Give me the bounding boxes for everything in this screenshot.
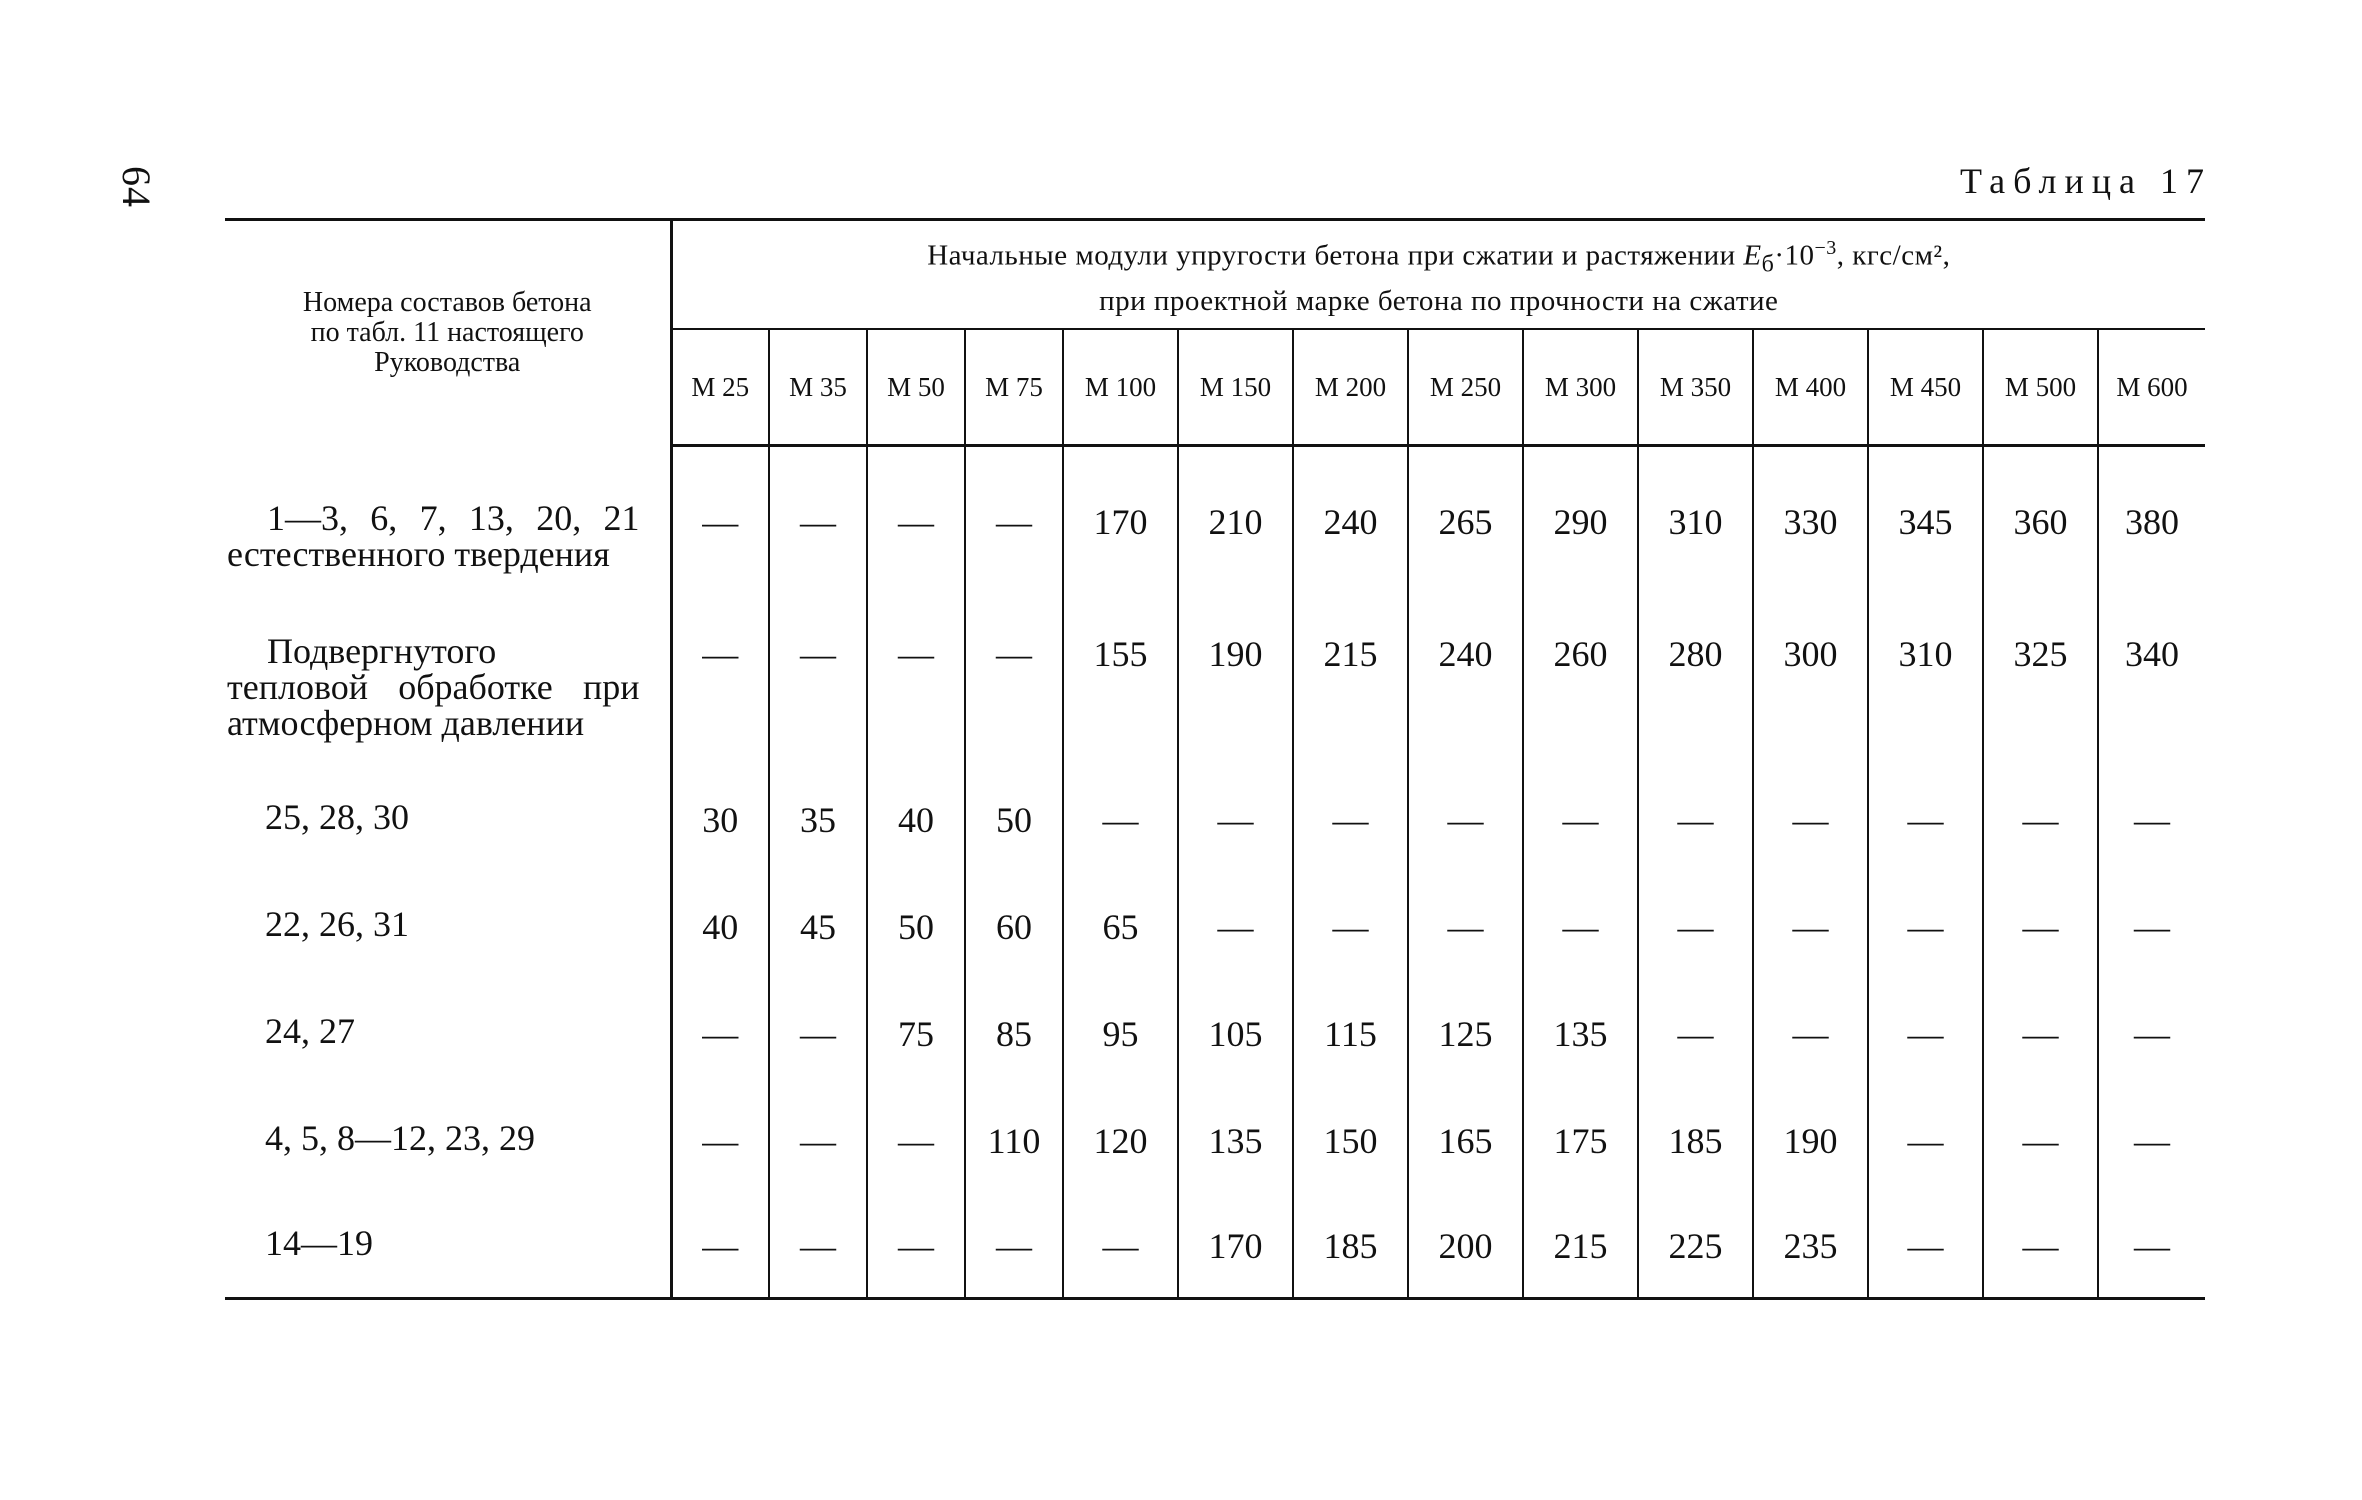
table-cell: 330 [1753,446,1868,588]
table-cell: 30 [702,800,739,840]
table-cell: 225 [1638,1187,1753,1299]
table-cell: 210 [1178,446,1293,588]
table-cell: 325 [1983,587,2098,759]
table-cell: 185 [1293,1187,1408,1299]
table-cell: — [769,1187,867,1299]
table-cell: — [1638,973,1753,1080]
table-cell: — [769,446,867,588]
column-header: М 600 [2098,329,2205,446]
table-cell: — [1868,1187,1983,1299]
table-cell: — [1868,1080,1983,1187]
table-cell: — [965,446,1063,588]
column-header: М 150 [1178,329,1293,446]
table-cell: 40 [702,907,739,947]
row-heading-line: Руководства [374,347,521,379]
table-cell: 125 [1408,973,1523,1080]
table-cell: — [2098,1187,2205,1299]
table-cell: 215 [1293,587,1408,759]
table-cell: — [1753,759,1868,866]
table-cell: 170 [1178,1187,1293,1299]
table-cell: — [1408,759,1523,866]
row-label: 14—19 [225,1187,671,1299]
row-label: 4, 5, 8—12, 23, 29 [225,1080,671,1187]
table-cell: 75 [867,973,965,1080]
table-cell: 95 [1063,973,1178,1080]
table-cell: — [702,502,739,542]
table-row [225,1080,2205,1187]
table-cell: 40 [867,759,965,866]
column-header: М 50 [867,329,965,446]
table-cell: 120 [1063,1080,1178,1187]
modulus-multiplier: ·10 [1774,239,1815,272]
table-cell: 340 [2098,587,2205,759]
table-cell: 115 [1293,973,1408,1080]
table-row [225,759,2205,866]
table-cell: 175 [1523,1080,1638,1187]
column-header: М 450 [1868,329,1983,446]
table-cell: — [1293,759,1408,866]
table-cell: — [867,1080,965,1187]
table-cell: — [1638,759,1753,866]
table-cell: — [1983,759,2098,866]
table-cell: 155 [1063,587,1178,759]
table-cell: 135 [1523,973,1638,1080]
table-cell: — [965,587,1063,759]
column-header: М 250 [1408,329,1523,446]
table-cell: 200 [1408,1187,1523,1299]
row-label: Подвергнутого тепловой обработке при атмосферном давлении [225,587,671,759]
table-cell: — [2098,866,2205,973]
table-cell: — [1868,973,1983,1080]
table-body [225,446,2205,1299]
table-cell: 240 [1293,446,1408,588]
table-cell: 50 [867,866,965,973]
table-cell: 380 [2098,446,2205,588]
table-cell: — [867,446,965,588]
table-cell: 345 [1868,446,1983,588]
column-header: М 200 [1293,329,1408,446]
table-row [225,1187,2205,1299]
table-cell: — [1983,1187,2098,1299]
modulus-symbol: E [1743,239,1762,272]
table-cell: 260 [1523,587,1638,759]
column-header: М 25 [671,329,769,446]
page-number: 64 [114,166,159,208]
table-cell: — [2098,973,2205,1080]
table-cell: — [769,1080,867,1187]
table-cell: 310 [1638,446,1753,588]
table-cell: — [671,1187,769,1299]
table-cell: 190 [1753,1080,1868,1187]
table-cell: 280 [1638,587,1753,759]
column-header: М 75 [965,329,1063,446]
table-cell: — [1753,973,1868,1080]
table-cell: — [1983,866,2098,973]
table-cell: 110 [965,1080,1063,1187]
table-cell: 265 [1408,446,1523,588]
table-cell: — [702,1121,739,1161]
table-cell: — [867,1187,965,1299]
row-label: 25, 28, 30 [225,759,671,866]
table-cell: 290 [1523,446,1638,588]
table-cell: — [2098,1080,2205,1187]
modulus-table [225,218,2205,1300]
table-cell: 150 [1293,1080,1408,1187]
column-header: М 100 [1063,329,1178,446]
table-cell: — [1868,866,1983,973]
table-cell: 105 [1178,973,1293,1080]
modulus-units: , кгс/см², [1836,239,1951,272]
table-cell: 240 [1408,587,1523,759]
column-header: М 400 [1753,329,1868,446]
table-cell: — [1523,759,1638,866]
table-cell: 60 [965,866,1063,973]
table-cell: — [1063,759,1178,866]
row-heading-line: Номера составов бетона [302,287,592,319]
table-cell: — [1983,973,2098,1080]
group-heading [671,220,2205,330]
table-title: Таблица 17 [1960,161,2212,201]
table-cell: 300 [1753,587,1868,759]
table-cell: — [1408,866,1523,973]
column-header: М 300 [1523,329,1638,446]
table-cell: — [1753,866,1868,973]
table-row [225,446,2205,588]
table-row [225,973,2205,1080]
row-label: 24, 27 [225,973,671,1080]
table-cell: 170 [1063,446,1178,588]
table-cell: 215 [1523,1187,1638,1299]
column-header: М 350 [1638,329,1753,446]
table-cell: — [769,587,867,759]
table-cell: 190 [1178,587,1293,759]
modulus-exponent: −3 [1814,237,1837,260]
table-cell: — [1178,866,1293,973]
table-cell: — [867,587,965,759]
table-cell: — [769,973,867,1080]
table-cell: 135 [1178,1080,1293,1187]
column-header: М 500 [1983,329,2098,446]
table-row [225,866,2205,973]
table-cell: — [1523,866,1638,973]
group-heading-text: Начальные модули упругости бетона при сжатии и растяжении [927,239,1736,272]
table-cell: 235 [1753,1187,1868,1299]
table-row [225,587,2205,759]
group-heading-subline: при проектной марке бетона по прочности на сжатие [1099,284,1779,317]
table-cell: — [1638,866,1753,973]
table-cell: 65 [1063,866,1178,973]
modulus-subscript: б [1761,251,1775,278]
row-label: 22, 26, 31 [225,866,671,973]
table-cell: — [1868,759,1983,866]
row-label: 1—3, 6, 7, 13, 20, 21 естественного твердения [225,446,671,588]
table-cell: 35 [769,759,867,866]
table-cell: — [965,1187,1063,1299]
table-cell: — [1063,1187,1178,1299]
table-cell: — [1178,759,1293,866]
table-cell: — [1293,866,1408,973]
table-cell: 310 [1868,587,1983,759]
row-heading-line: по табл. 11 настоящего [310,317,584,349]
table-cell: — [702,634,739,674]
table-cell: 45 [769,866,867,973]
table-cell: 165 [1408,1080,1523,1187]
table-cell: 185 [1638,1080,1753,1187]
table-cell: — [2098,759,2205,866]
table-cell: — [702,1014,739,1054]
table-cell: 85 [965,973,1063,1080]
table-cell: — [1983,1080,2098,1187]
table-cell: 50 [965,759,1063,866]
table-cell: 360 [1983,446,2098,588]
column-header: М 35 [769,329,867,446]
row-heading [225,220,671,446]
